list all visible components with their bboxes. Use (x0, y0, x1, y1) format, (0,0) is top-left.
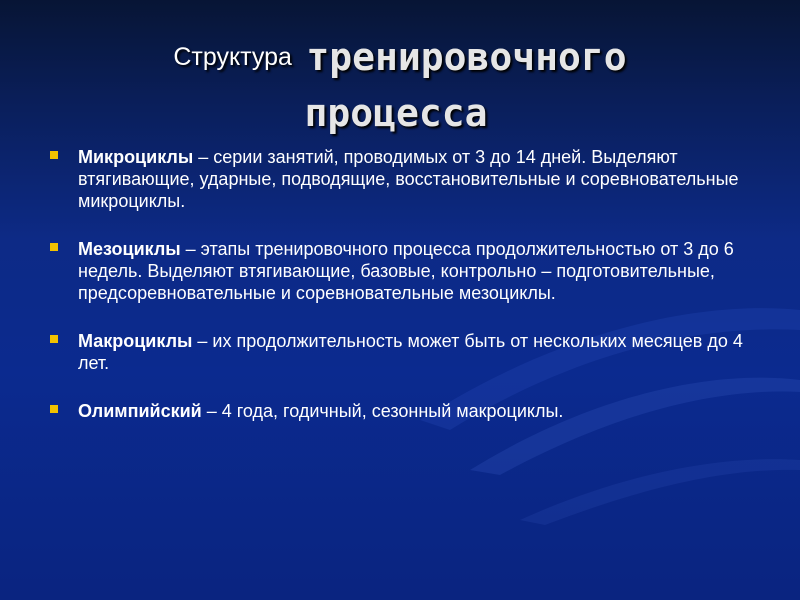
list-item-macrocycles (48, 330, 778, 374)
item-text: – серии занятий, проводимых от 3 до 14 дней. Выделяют втягивающие, ударные, подводящие, восстановительные и соревновательные микроциклы. (78, 147, 739, 211)
item-text: – 4 года, годичный, сезонный макроциклы. (201, 401, 564, 421)
item-term: Микроциклы (78, 147, 194, 167)
item-term: Макроциклы (78, 331, 193, 351)
list-item-mesocycles (48, 238, 778, 304)
bullet-square-icon (50, 405, 58, 413)
bullet-square-icon (50, 335, 58, 343)
list-item-olympic (48, 400, 778, 422)
title-part-3: процесса (304, 91, 488, 135)
bullet-square-icon (50, 151, 58, 159)
item-text: – этапы тренировочного процесса продолжительностью от 3 до 6 недель. Выделяют втягивающие, базовые, контрольно – подготовительные, предсоревновательные и соревновательные мезоциклы. (78, 239, 734, 303)
item-text: – их продолжительность может быть от нескольких месяцев до 4 лет. (78, 331, 743, 373)
item-term: Олимпийский (78, 401, 202, 421)
item-term: Мезоциклы (78, 239, 181, 259)
bullet-list (48, 146, 778, 444)
title-part-1: Структура (173, 43, 292, 71)
title-part-2: тренировочного (306, 35, 627, 79)
slide-title (0, 26, 800, 138)
bullet-square-icon (50, 243, 58, 251)
list-item-microcycles (48, 146, 778, 212)
